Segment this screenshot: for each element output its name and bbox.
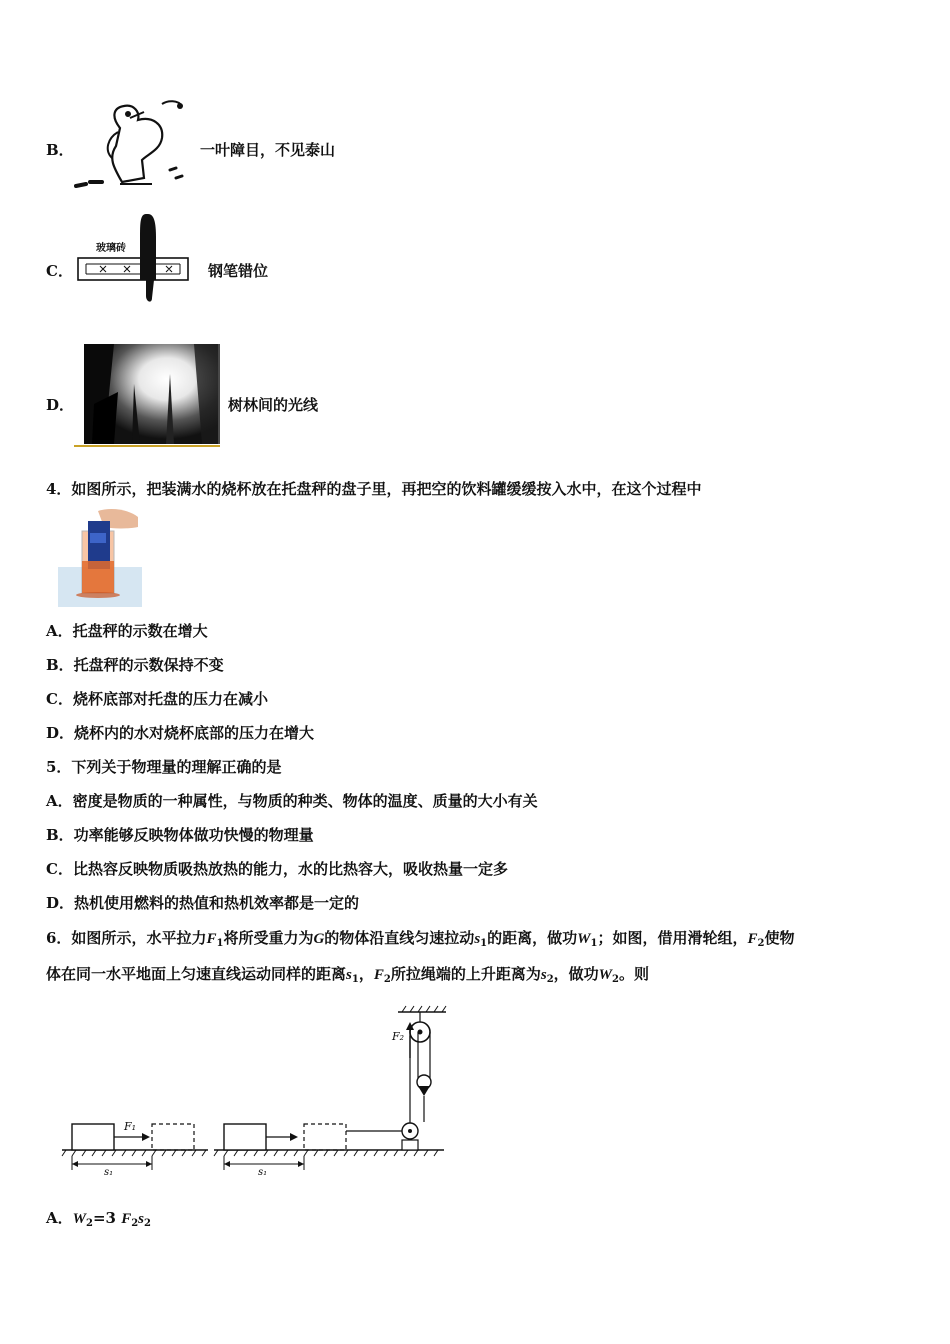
q6-stem-line1: 6．如图所示，水平拉力$F_1$将所受重力为G的物体沿直线匀速拉动$s_1$的距离，做功$W_1$；如图，借用滑轮组，$F_2$使物 xyxy=(46,929,795,949)
q5-option-d: D．热机使用燃料的热值和热机效率都是一定的 xyxy=(46,894,360,912)
figure-label-f2: F₂ xyxy=(392,1030,405,1043)
q4-option-a: A．托盘秤的示数在增大 xyxy=(46,622,208,640)
q4-option-c: C．烧杯底部对托盘的压力在减小 xyxy=(46,690,268,708)
q5-option-c: C．比热容反映物质吸热放热的能力，水的比热容大，吸收热量一定多 xyxy=(46,860,508,878)
option-d-text: 树林间的光线 xyxy=(228,396,319,414)
option-c-label: C． xyxy=(46,262,73,280)
q4-option-d: D．烧杯内的水对烧杯底部的压力在增大 xyxy=(46,724,315,742)
figure-label-f1: F₁ xyxy=(124,1120,137,1133)
leaf-eye-illustration xyxy=(72,98,190,194)
option-b-text: 一叶障目，不见泰山 xyxy=(200,141,336,159)
option-b-label: B． xyxy=(46,141,74,159)
q5-stem: 5．下列关于物理量的理解正确的是 xyxy=(46,758,282,776)
glass-brick-caption: 玻璃砖 xyxy=(96,243,126,254)
q6-option-a: A．$W_2=3$ $F_2s_2$ xyxy=(46,1209,151,1229)
beaker-can-photo xyxy=(58,507,142,607)
q4-stem: 4．如图所示，把装满水的烧杯放在托盘秤的盘子里，再把空的饮料罐缓缓按入水中，在这个过程中 xyxy=(46,480,702,498)
forest-light-photo xyxy=(74,344,220,448)
q4-option-b: B．托盘秤的示数保持不变 xyxy=(46,656,224,674)
figure-label-s1-left: s₁ xyxy=(104,1167,114,1178)
q5-option-b: B．功率能够反映物体做功快慢的物理量 xyxy=(46,826,314,844)
figure-label-s1-right: s₁ xyxy=(258,1167,268,1178)
pulley-diagram xyxy=(58,1000,450,1180)
option-c-text: 钢笔错位 xyxy=(208,262,269,280)
q5-option-a: A．密度是物质的一种属性，与物质的种类、物体的温度、质量的大小有关 xyxy=(46,792,538,810)
option-d-label: D． xyxy=(46,396,75,414)
q6-stem-line2: 体在同一水平地面上匀速直线运动同样的距离$s_1$，$F_2$所拉绳端的上升距离为$s_2$，做功$W_2$。则 xyxy=(46,965,649,985)
glass-brick-pen-illustration xyxy=(76,208,196,308)
